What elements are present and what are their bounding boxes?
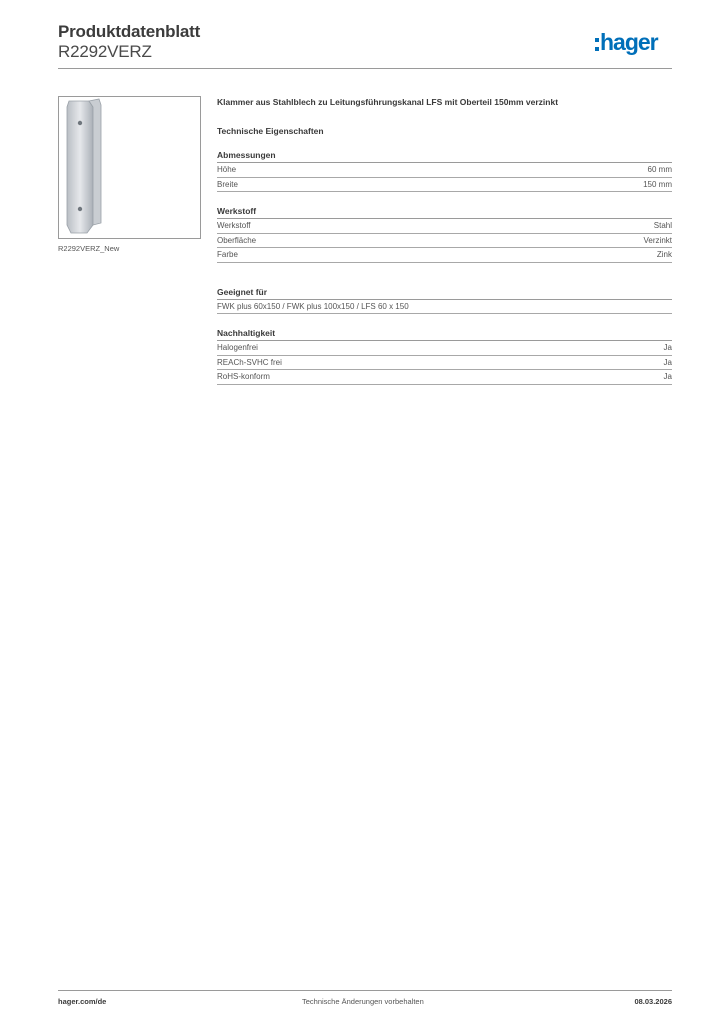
property-label: FWK plus 60x150 / FWK plus 100x150 / LFS 60 x 150: [217, 301, 409, 311]
footer-website-link[interactable]: hager.com/de: [58, 997, 107, 1006]
property-value: Ja: [663, 343, 672, 352]
property-value: 150 mm: [643, 179, 672, 189]
property-row: [217, 370, 672, 385]
group-title: Abmessungen: [217, 150, 672, 163]
footer-note: Technische Änderungen vorbehalten: [302, 997, 424, 1006]
group-suitable-for: [217, 287, 672, 315]
property-row: [217, 300, 672, 315]
product-code: R2292VERZ: [58, 42, 152, 61]
footer-date: 08.03.2026: [634, 997, 672, 1006]
property-row: [217, 219, 672, 234]
group-title: Geeignet für: [217, 287, 672, 300]
group-title: Nachhaltigkeit: [217, 328, 672, 341]
image-caption: R2292VERZ_New: [58, 244, 120, 253]
property-label: Halogenfrei: [217, 343, 258, 352]
group-sustainability: [217, 328, 672, 385]
property-value: Verzinkt: [643, 235, 672, 245]
footer-divider: [58, 990, 672, 991]
property-value: Stahl: [653, 221, 672, 230]
group-material: [217, 206, 672, 263]
document-title: Produktdatenblatt: [58, 22, 201, 41]
technical-properties-title: Technische Eigenschaften: [217, 126, 324, 136]
document-header: [58, 22, 200, 62]
property-value: Zink: [656, 250, 672, 259]
group-title: Werkstoff: [217, 206, 672, 219]
property-row: [217, 341, 672, 356]
property-label: REACh-SVHC frei: [217, 357, 282, 367]
group-dimensions: [217, 150, 672, 192]
bracket-image-icon: [59, 97, 200, 238]
product-content: [217, 96, 672, 385]
property-label: Werkstoff: [217, 221, 251, 230]
logo-text: hager: [600, 29, 658, 55]
property-label: RoHS-konform: [217, 372, 270, 381]
logo-colon-icon: [595, 38, 599, 51]
hager-logo: [595, 30, 658, 54]
property-row: [217, 178, 672, 193]
property-value: Ja: [663, 372, 672, 381]
property-value: 60 mm: [647, 165, 672, 174]
property-label: Breite: [217, 179, 238, 189]
header-divider: [58, 68, 672, 69]
property-row: [217, 248, 672, 263]
property-value: Ja: [663, 357, 672, 367]
product-description: Klammer aus Stahlblech zu Leitungsführungskanal LFS mit Oberteil 150mm verzinkt: [217, 97, 559, 107]
property-label: Farbe: [217, 250, 238, 259]
property-row: [217, 356, 672, 371]
property-row: [217, 234, 672, 249]
property-label: Oberfläche: [217, 235, 257, 245]
property-row: [217, 163, 672, 178]
product-image: [58, 96, 201, 239]
property-label: Höhe: [217, 165, 237, 174]
page-footer: [58, 997, 672, 1006]
